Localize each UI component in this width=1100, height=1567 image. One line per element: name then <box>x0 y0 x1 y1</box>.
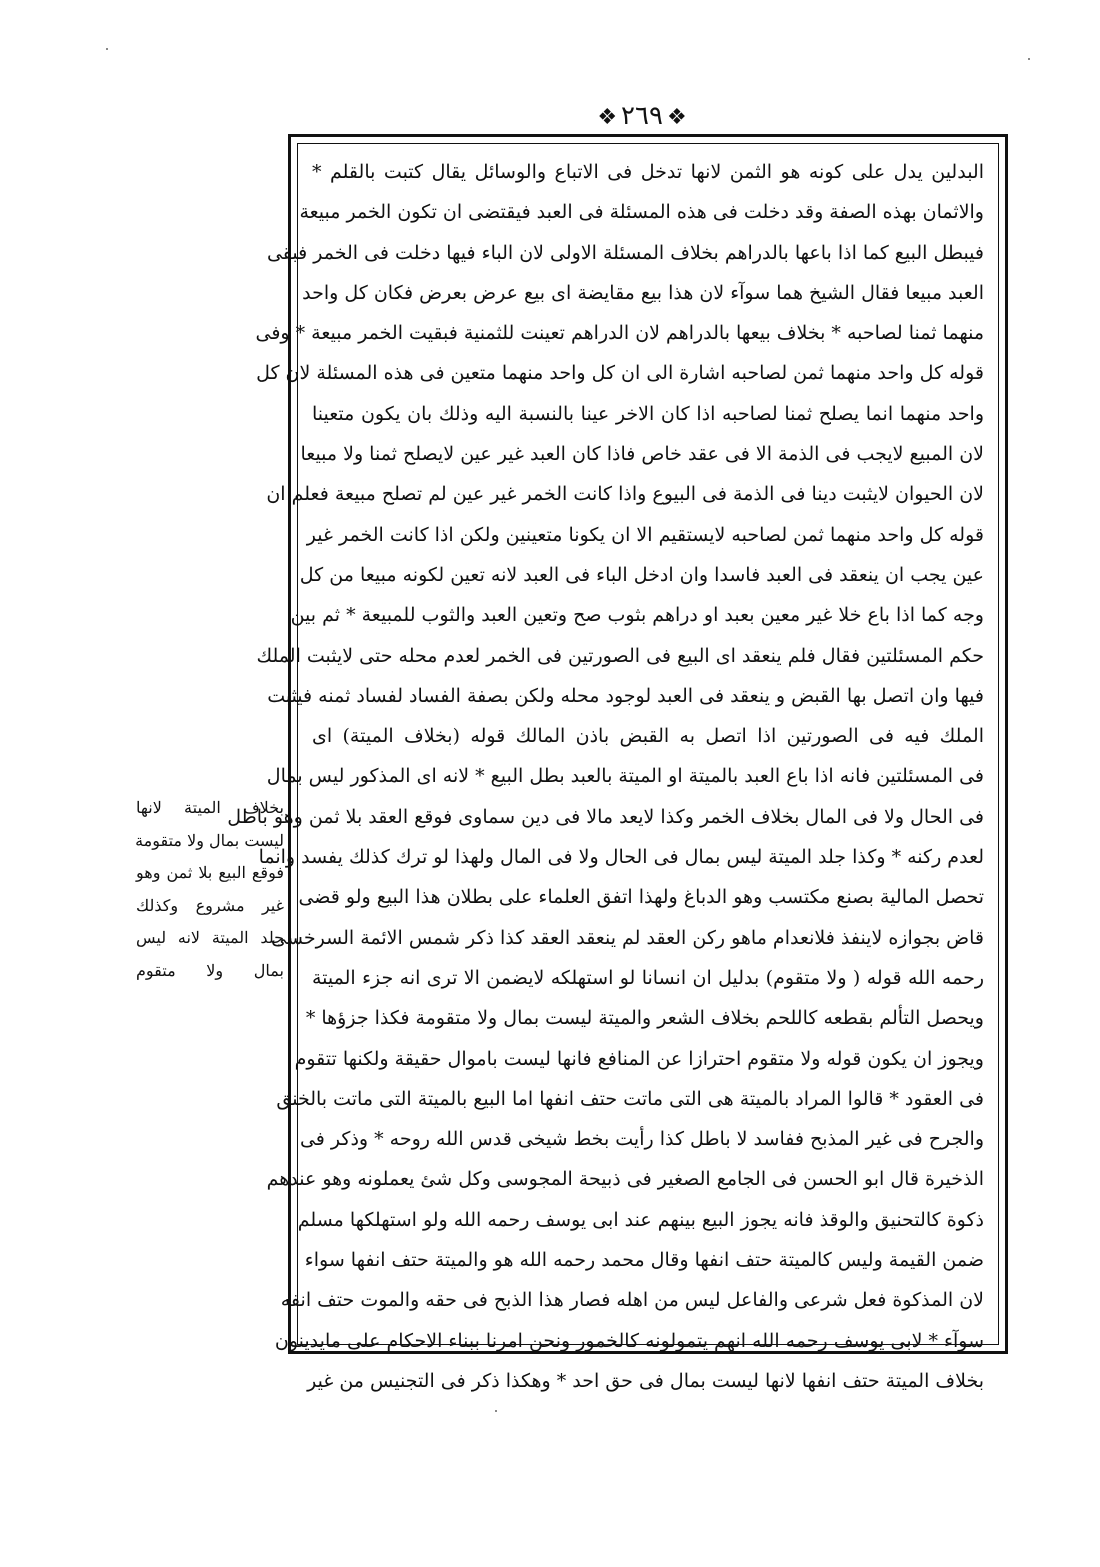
text-line: وجه كما اذا باع خلا غير معين بعبد او دراهم بثوب صح وتعين العبد والثوب للمبيعة * ثم بين <box>290 604 984 627</box>
text-line: لعدم ركنه * وكذا جلد الميتة ليس بمال فى الحال ولا فى المال ولهذا لو ترك كذلك يفسد وانما <box>258 846 984 869</box>
margin-note-line: بمال ولا متقوم <box>136 960 284 980</box>
text-line: قوله كل واحد منهما ثمن لصاحبه لايستقيم الا ان يكونا متعينين ولكن اذا كانت الخمر غير <box>306 523 984 546</box>
margin-note-line: بخلاف الميتة لانها <box>136 798 284 817</box>
page-number-text: ٢٦٩ <box>621 101 663 131</box>
page-number <box>582 96 702 136</box>
text-line: تحصل المالية بصنع مكتسب وهو الدباغ ولهذا اتفق العلماء على بطلان هذا البيع ولو قضى <box>298 886 984 909</box>
ornament-icon: ❖ <box>597 105 618 130</box>
text-line: بخلاف الميتة حتف انفها لانها ليست بمال فى حق احد * وهكذا ذكر فى التجنيس من غير <box>307 1369 984 1392</box>
text-line: والجرح فى غير المذبح ففاسد لا باطل كذا رأيت بخط شيخى قدس الله روحه * وذكر فى <box>299 1128 984 1151</box>
margin-note <box>136 792 284 987</box>
text-line: ويجوز ان يكون قوله ولا متقوم احترازا عن المنافع فانها ليست باموال حقيقة ولكنها تتقوم <box>294 1047 984 1070</box>
text-line: رحمه الله قوله ( ولا متقوم) بدليل ان انسانا لو استهلكه لايضمن الا ترى انه جزء الميتة <box>312 966 984 989</box>
text-line: لان المبيع لايجب فى الذمة الا فى عقد خاص فاذا كان العبد غير عين لايصلح ثمنا ولا مبيعا <box>300 443 984 466</box>
text-line: والاثمان بهذه الصفة وقد دخلت فى هذه المسئلة فى العبد فيقتضى ان تكون الخمر مبيعة <box>299 201 984 224</box>
text-line: ضمن القيمة وليس كالميتة حتف انفها وقال محمد رحمه الله هو والميتة حتف انفها سواء <box>304 1249 984 1272</box>
text-line: ويحصل التألم بقطعه كاللحم بخلاف الشعر والميتة ليست بمال ولا متقومة فكذا جزؤها * <box>305 1007 984 1030</box>
scan-speck <box>106 48 108 50</box>
text-line: فى المسئلتين فانه اذا باع العبد بالميتة او الميتة بالعبد بطل البيع * لانه اى المذكور ليس بمال <box>266 765 984 788</box>
text-line: قاض بجوازه لاينفذ فلانعدام ماهو ركن العقد لم ينعقد العقد كذا ذكر شمس الائمة السرخسى <box>271 926 984 949</box>
margin-note-line: فوقع البيع بلا ثمن وهو <box>136 863 284 882</box>
text-line: العبد مبيعا فقال الشيخ هما سوآء لان هذا بيع مقايضة اى بيع عرض بعرض فكان كل واحد <box>302 281 984 304</box>
text-line: البدلين يدل على كونه هو الثمن لانها تدخل فى الاتباع والوسائل يقال كتبت بالقلم * <box>312 161 984 183</box>
text-line: الملك فيه فى الصورتين اذا اتصل به القبض باذن المالك قوله (بخلاف الميتة) اى <box>312 725 984 748</box>
text-line: فى الحال ولا فى المال بخلاف الخمر وكذا لايعد مالا فى دين سماوى فوقع العقد بلا ثمن وهو باطل <box>227 805 984 828</box>
text-line: لان الحيوان لايثبت دينا فى الذمة فى البيوع واذا كانت الخمر غير عين لم تصلح مبيعة فعلم ان <box>266 483 984 506</box>
scan-speck <box>495 1410 497 1412</box>
text-line: ذكوة كالتحنيق والوقذ فانه يجوز البيع بينهم عند ابى يوسف رحمه الله ولو استهلكها مسلم <box>297 1208 984 1231</box>
scan-speck <box>1028 58 1030 60</box>
text-line: منهما ثمنا لصاحبه * بخلاف بيعها بالدراهم لان الدراهم تعينت للثمنية فبقيت الخمر مبيعة * وفى <box>255 322 984 345</box>
text-line: الذخيرة قال ابو الحسن فى الجامع الصغير فى ذبيحة المجوسى وكل شئ يعملونه وهو عندهم <box>266 1168 984 1191</box>
margin-note-line: غير مشروع وكذلك <box>136 895 284 915</box>
text-line: لان المذكوة فعل شرعى والفاعل ليس من اهله فصار هذا الذبح فى حقه والموت حتف انفه <box>280 1289 984 1312</box>
main-text-block <box>227 152 984 1392</box>
text-line: سوآء * لابى يوسف رحمه الله انهم يتمولونه كالخمور ونحن امرنا ببناء الاحكام على مايدينون <box>274 1329 984 1352</box>
ornament-icon: ❖ <box>666 105 687 130</box>
margin-note-line: جلد الميتة لانه ليس <box>136 928 284 947</box>
text-line: فيها وان اتصل بها القبض و ينعقد فى العبد لوجود محله ولكن بصفة الفساد لفساد ثمنه فيثبت <box>267 684 984 707</box>
text-line: عين يجب ان ينعقد فى العبد فاسدا وان ادخل الباء فى العبد لانه تعين لكونه مبيعا من كل <box>299 563 984 586</box>
margin-note-line: ليست بمال ولا متقومة <box>135 830 284 850</box>
text-line: حكم المسئلتين فقال فلم ينعقد اى البيع فى الصورتين فى الخمر لعدم محله حتى لايثبت الملك <box>256 644 984 667</box>
text-line: قوله كل واحد منهما ثمن لصاحبه اشارة الى ان كل واحد منهما متعين فى هذه المسئلة لان كل <box>256 362 984 385</box>
text-line: فى العقود * قالوا المراد بالميتة هى التى ماتت حتف انفها اما البيع بالميتة التى ماتت بالخنق <box>276 1087 984 1110</box>
text-line: فيبطل البيع كما اذا باعها بالدراهم بخلاف المسئلة الاولى لان الباء فيها دخلت فى الخمر فبقى <box>266 241 984 264</box>
text-line: واحد منهما انما يصلح ثمنا لصاحبه اذا كان الاخر عينا بالنسبة اليه وذلك بان يكون متعينا <box>312 402 984 425</box>
